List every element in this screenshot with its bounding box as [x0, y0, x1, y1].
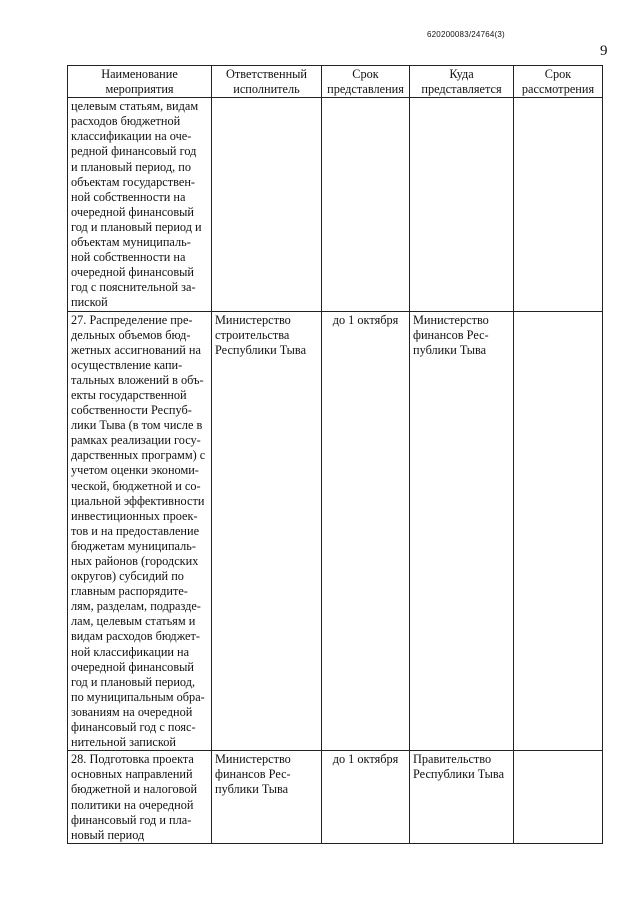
page-number: 9: [600, 43, 608, 59]
table-row: [68, 751, 603, 844]
table-row: [68, 311, 603, 751]
cell-recipient: Правительство Республики Тыва: [410, 751, 514, 844]
cell-executor: Министерство строительства Республики Тыва: [212, 311, 322, 751]
cell-deadline: до 1 октября: [322, 751, 410, 844]
cell-executor: [212, 98, 322, 311]
cell-name: целевым статьям, видам расходов бюджетной классификации на оче- редной финансовый год и плановый период, по объектам государствен- ной собственности на очередной финансовый год и плановый период и объектам муниципаль- ной собственности на очередной финансовый год с пояснительной за- пиской: [68, 98, 212, 311]
cell-review: [514, 311, 603, 751]
cell-executor: Министерство финансов Рес- публики Тыва: [212, 751, 322, 844]
cell-recipient: Министерство финансов Рес- публики Тыва: [410, 311, 514, 751]
table-header-row: [68, 66, 603, 98]
column-header-executor: Ответственный исполнитель: [212, 66, 322, 98]
cell-review: [514, 751, 603, 844]
cell-deadline: до 1 октября: [322, 311, 410, 751]
column-header-review: Срок рассмотрения: [514, 66, 603, 98]
cell-recipient: [410, 98, 514, 311]
cell-name: 27. Распределение пре- дельных объемов бюд- жетных ассигнований на осуществление капи- тальных вложений в объ- екты государственной собственности Респуб- лики Тыва (в том числе в рамках реализации госу- дарственных программ) с учетом оценки экономи- ческой, бюджетной и со- циальной эффективности инвестиционных проек- тов и на предоставление бюджетам муниципаль- ных районов (городских округов) субсидий по главным распорядите- лям, разделам, подразде- лам, целевым статьям и видам расходов бюджет- ной классификации на очередной финансовый год и плановый период, по муниципальным обра- зованиям на очередной финансовый год с пояс- нительной запиской: [68, 311, 212, 751]
document-id: 620200083/24764(3): [427, 30, 505, 39]
schedule-table: [67, 65, 603, 844]
table-row: [68, 98, 603, 311]
column-header-name: Наименование мероприятия: [68, 66, 212, 98]
cell-review: [514, 98, 603, 311]
column-header-recipient: Куда представляется: [410, 66, 514, 98]
column-header-deadline: Срок представления: [322, 66, 410, 98]
cell-name: 28. Подготовка проекта основных направлений бюджетной и налоговой политики на очередной финансовый год и пла- новый период: [68, 751, 212, 844]
cell-deadline: [322, 98, 410, 311]
